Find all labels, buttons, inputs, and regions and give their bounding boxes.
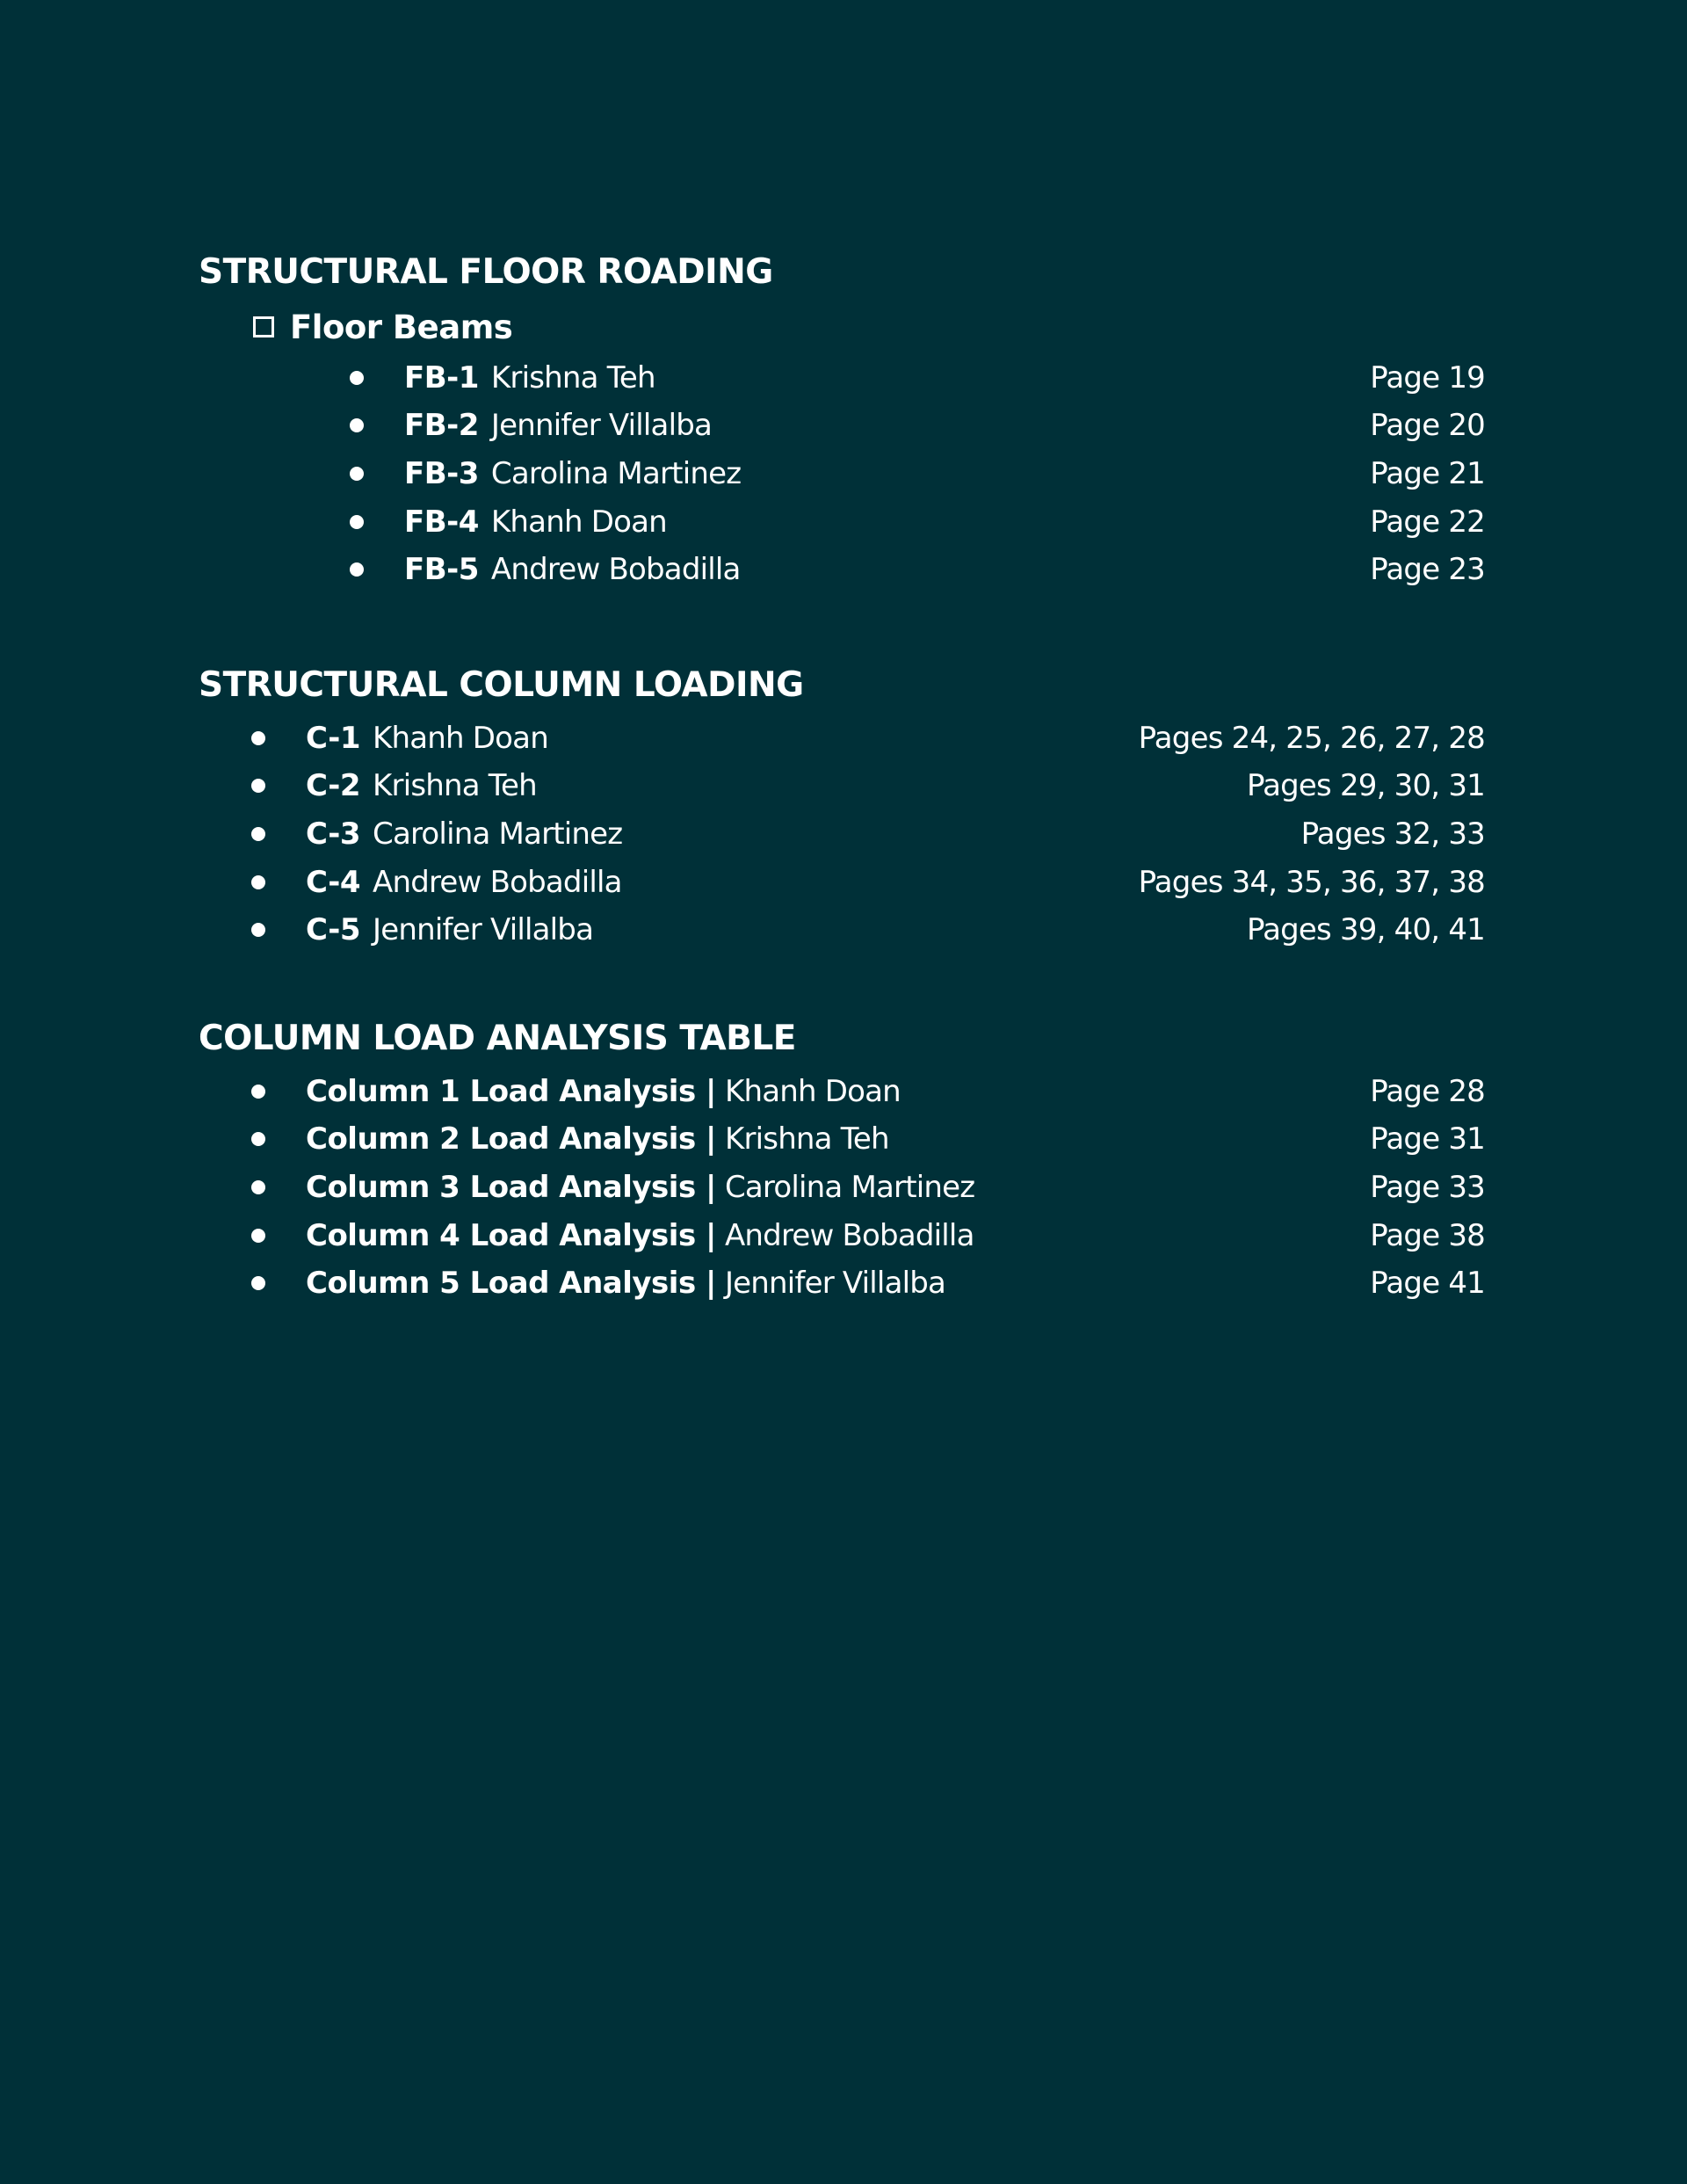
- section-title-column: STRUCTURAL COLUMN LOADING: [199, 665, 804, 705]
- toc-entry-c-5[interactable]: [251, 911, 593, 949]
- entry-code: Column 1 Load Analysis |: [306, 1074, 716, 1109]
- entry-name: Andrew Bobadilla: [373, 865, 622, 900]
- entry-code: C-4: [306, 865, 361, 900]
- entry-pages: Page 38: [1370, 1218, 1485, 1253]
- entry-pages: Page 22: [1370, 504, 1485, 540]
- entry-code: Column 5 Load Analysis |: [306, 1266, 716, 1301]
- bullet-icon: [350, 418, 364, 432]
- bullet-icon: [350, 467, 364, 481]
- entry-code: FB-1: [404, 360, 479, 395]
- bullet-icon: [251, 1229, 265, 1243]
- bullet-icon: [350, 562, 364, 577]
- toc-entry-c-1[interactable]: [251, 719, 548, 758]
- checkbox-icon: [253, 316, 274, 337]
- entry-code: FB-3: [404, 456, 479, 491]
- entry-name: Jennifer Villalba: [373, 912, 594, 947]
- bullet-icon: [350, 515, 364, 529]
- entry-pages: Pages 24, 25, 26, 27, 28: [1138, 721, 1485, 756]
- entry-code: C-2: [306, 768, 361, 803]
- entry-pages: Pages 32, 33: [1300, 816, 1485, 852]
- toc-entry-fb-3[interactable]: [350, 454, 741, 493]
- entry-name: Khanh Doan: [724, 1074, 901, 1109]
- entry-pages: Page 28: [1370, 1074, 1485, 1109]
- bullet-icon: [251, 1276, 265, 1290]
- entry-pages: Page 20: [1370, 408, 1485, 443]
- entry-name: Khanh Doan: [490, 504, 667, 540]
- toc-entry-fb-1[interactable]: [350, 359, 655, 397]
- entry-code: Column 2 Load Analysis |: [306, 1121, 716, 1157]
- toc-entry-fb-2[interactable]: [350, 406, 712, 445]
- entry-pages: Pages 39, 40, 41: [1246, 912, 1485, 947]
- entry-name: Jennifer Villalba: [724, 1266, 946, 1301]
- toc-entry-c-3[interactable]: [251, 815, 622, 853]
- subheading-floor-beams: [253, 309, 512, 345]
- entry-code: FB-2: [404, 408, 479, 443]
- toc-entry-fb-5[interactable]: [350, 550, 741, 589]
- toc-entry-column-2-analysis[interactable]: [251, 1120, 889, 1158]
- entry-name: Krishna Teh: [724, 1121, 889, 1157]
- toc-entry-fb-4[interactable]: [350, 503, 667, 541]
- entry-pages: Page 19: [1370, 360, 1485, 395]
- toc-entry-column-4-analysis[interactable]: [251, 1216, 974, 1255]
- entry-pages: Pages 34, 35, 36, 37, 38: [1138, 865, 1485, 900]
- entry-name: Andrew Bobadilla: [490, 552, 741, 587]
- bullet-icon: [251, 731, 265, 745]
- bullet-icon: [251, 779, 265, 793]
- entry-name: Krishna Teh: [490, 360, 655, 395]
- bullet-icon: [251, 875, 265, 889]
- entry-name: Khanh Doan: [373, 721, 548, 756]
- toc-entry-column-5-analysis[interactable]: [251, 1264, 945, 1302]
- bullet-icon: [251, 827, 265, 841]
- entry-name: Carolina Martinez: [490, 456, 742, 491]
- toc-entry-c-2[interactable]: [251, 766, 537, 805]
- section-title-floor: STRUCTURAL FLOOR ROADING: [199, 252, 773, 292]
- entry-code: FB-5: [404, 552, 479, 587]
- bullet-icon: [251, 1132, 265, 1146]
- entry-code: C-1: [306, 721, 361, 756]
- toc-entry-column-1-analysis[interactable]: [251, 1072, 901, 1111]
- entry-pages: Page 21: [1370, 456, 1485, 491]
- entry-code: C-3: [306, 816, 361, 852]
- toc-entry-c-4[interactable]: [251, 863, 622, 902]
- bullet-icon: [251, 1085, 265, 1099]
- entry-name: Carolina Martinez: [724, 1170, 975, 1205]
- entry-pages: Page 33: [1370, 1170, 1485, 1205]
- entry-name: Krishna Teh: [373, 768, 537, 803]
- entry-name: Jennifer Villalba: [490, 408, 713, 443]
- entry-name: Andrew Bobadilla: [724, 1218, 974, 1253]
- subheading-label: Floor Beams: [290, 308, 513, 346]
- entry-code: FB-4: [404, 504, 479, 540]
- section-title-analysis: COLUMN LOAD ANALYSIS TABLE: [199, 1019, 796, 1058]
- bullet-icon: [350, 371, 364, 385]
- entry-name: Carolina Martinez: [373, 816, 623, 852]
- toc-entry-column-3-analysis[interactable]: [251, 1168, 974, 1207]
- entry-pages: Pages 29, 30, 31: [1246, 768, 1485, 803]
- entry-code: Column 3 Load Analysis |: [306, 1170, 716, 1205]
- bullet-icon: [251, 1180, 265, 1194]
- entry-pages: Page 31: [1370, 1121, 1485, 1157]
- entry-code: C-5: [306, 912, 361, 947]
- entry-code: Column 4 Load Analysis |: [306, 1218, 716, 1253]
- entry-pages: Page 23: [1370, 552, 1485, 587]
- entry-pages: Page 41: [1370, 1266, 1485, 1301]
- bullet-icon: [251, 923, 265, 937]
